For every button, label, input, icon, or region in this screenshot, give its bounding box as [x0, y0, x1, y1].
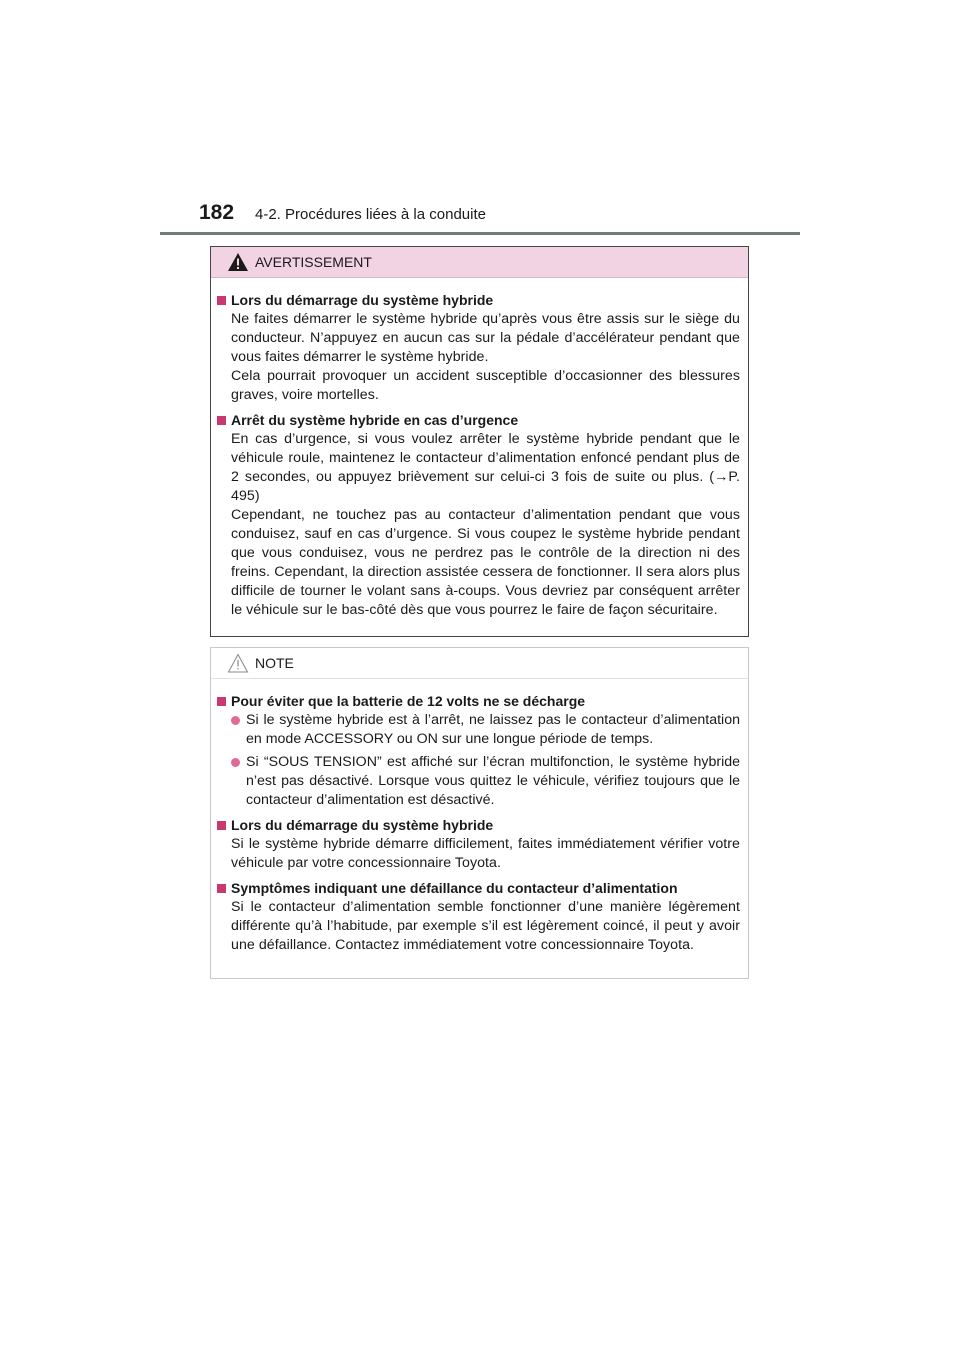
note-header [211, 648, 748, 679]
square-bullet-icon [217, 821, 226, 830]
warning-triangle-icon [227, 252, 249, 272]
warning-label: AVERTISSEMENT [255, 254, 372, 270]
square-bullet-icon [217, 296, 226, 305]
note-item-start [217, 815, 740, 873]
item-title: Arrêt du système hybride en cas d’urgence [231, 412, 519, 428]
note-label: NOTE [255, 655, 294, 671]
item-text: Ne faites démarrer le système hybride qu’après vous être assis sur le siège du conducteur. N’appuyez en aucun cas sur la pédale d’accélérateur pendant que vous faites démarrer le système hybride. [231, 311, 740, 365]
square-bullet-icon [217, 416, 226, 425]
item-text: En cas d’urgence, si vous voulez arrêter le système hybride pendant que le véhicule roule, maintenez le contacteur d’alimentation enfoncé pendant plus de 2 secondes, ou appuyez brièvement sur celui-ci 3 fois de suite ou plus. (→P. 495) [231, 431, 740, 504]
item-title: Lors du démarrage du système hybride [231, 817, 494, 833]
page-number: 182 [199, 201, 235, 224]
note-body [211, 679, 748, 955]
item-title: Lors du démarrage du système hybride [231, 292, 494, 308]
item-text: Si le système hybride démarre difficilement, faites immédiatement vérifier votre véhicule par votre concessionnaire Toyota. [231, 836, 740, 871]
item-text: Cela pourrait provoquer un accident susceptible d’occasionner des blessures graves, voire mortelles. [231, 368, 740, 403]
square-bullet-icon [217, 697, 226, 706]
header-rule [160, 232, 800, 235]
note-box [210, 647, 749, 979]
warning-box [210, 246, 749, 637]
item-title: Symptômes indiquant une défaillance du contacteur d’alimentation [231, 880, 678, 896]
warning-header [211, 247, 748, 278]
square-bullet-icon [217, 884, 226, 893]
warning-item-start [217, 290, 740, 405]
caution-triangle-icon [227, 653, 249, 673]
item-text: Si le contacteur d’alimentation semble fonctionner d’une manière légèrement différente qu’à l’habitude, par exemple s’il est légèrement coincé, il peut y avoir une défaillance. Contactez immédiatement votre concessionnaire Toyota. [231, 899, 740, 953]
section-title: 4-2. Procédures liées à la conduite [255, 206, 486, 223]
item-title: Pour éviter que la batterie de 12 volts ne se décharge [231, 693, 586, 709]
page-header [0, 0, 960, 240]
list-item: Si le système hybride est à l’arrêt, ne laissez pas le contacteur d’alimentation en mode ACCESSORY ou ON sur une longue période de temps. [231, 711, 740, 749]
item-text: Cependant, ne touchez pas au contacteur d’alimentation pendant que vous conduisez, sauf en cas d’urgence. Si vous coupez le système hybride pendant que vous conduisez, vous ne perdrez pas le contrôle de la direction ni des freins. Cependant, la direction assistée cessera de fonctionner. Il sera alors plus difficile de tourner le volant sans à-coups. Vous devriez par conséquent arrêter le véhicule sur le bas-côté dès que vous pourrez le faire de façon sécuritaire. [231, 507, 740, 618]
warning-body [211, 278, 748, 620]
note-item-symptoms [217, 878, 740, 955]
note-item-battery [217, 691, 740, 810]
list-item: Si “SOUS TENSION” est affiché sur l’écran multifonction, le système hybride n’est pas désactivé. Lorsque vous quittez le véhicule, vérifiez toujours que le contacteur d’alimentation est désactivé. [231, 753, 740, 810]
circle-bullet-icon [231, 716, 240, 725]
warning-item-emergency [217, 410, 740, 620]
circle-bullet-icon [231, 758, 240, 767]
